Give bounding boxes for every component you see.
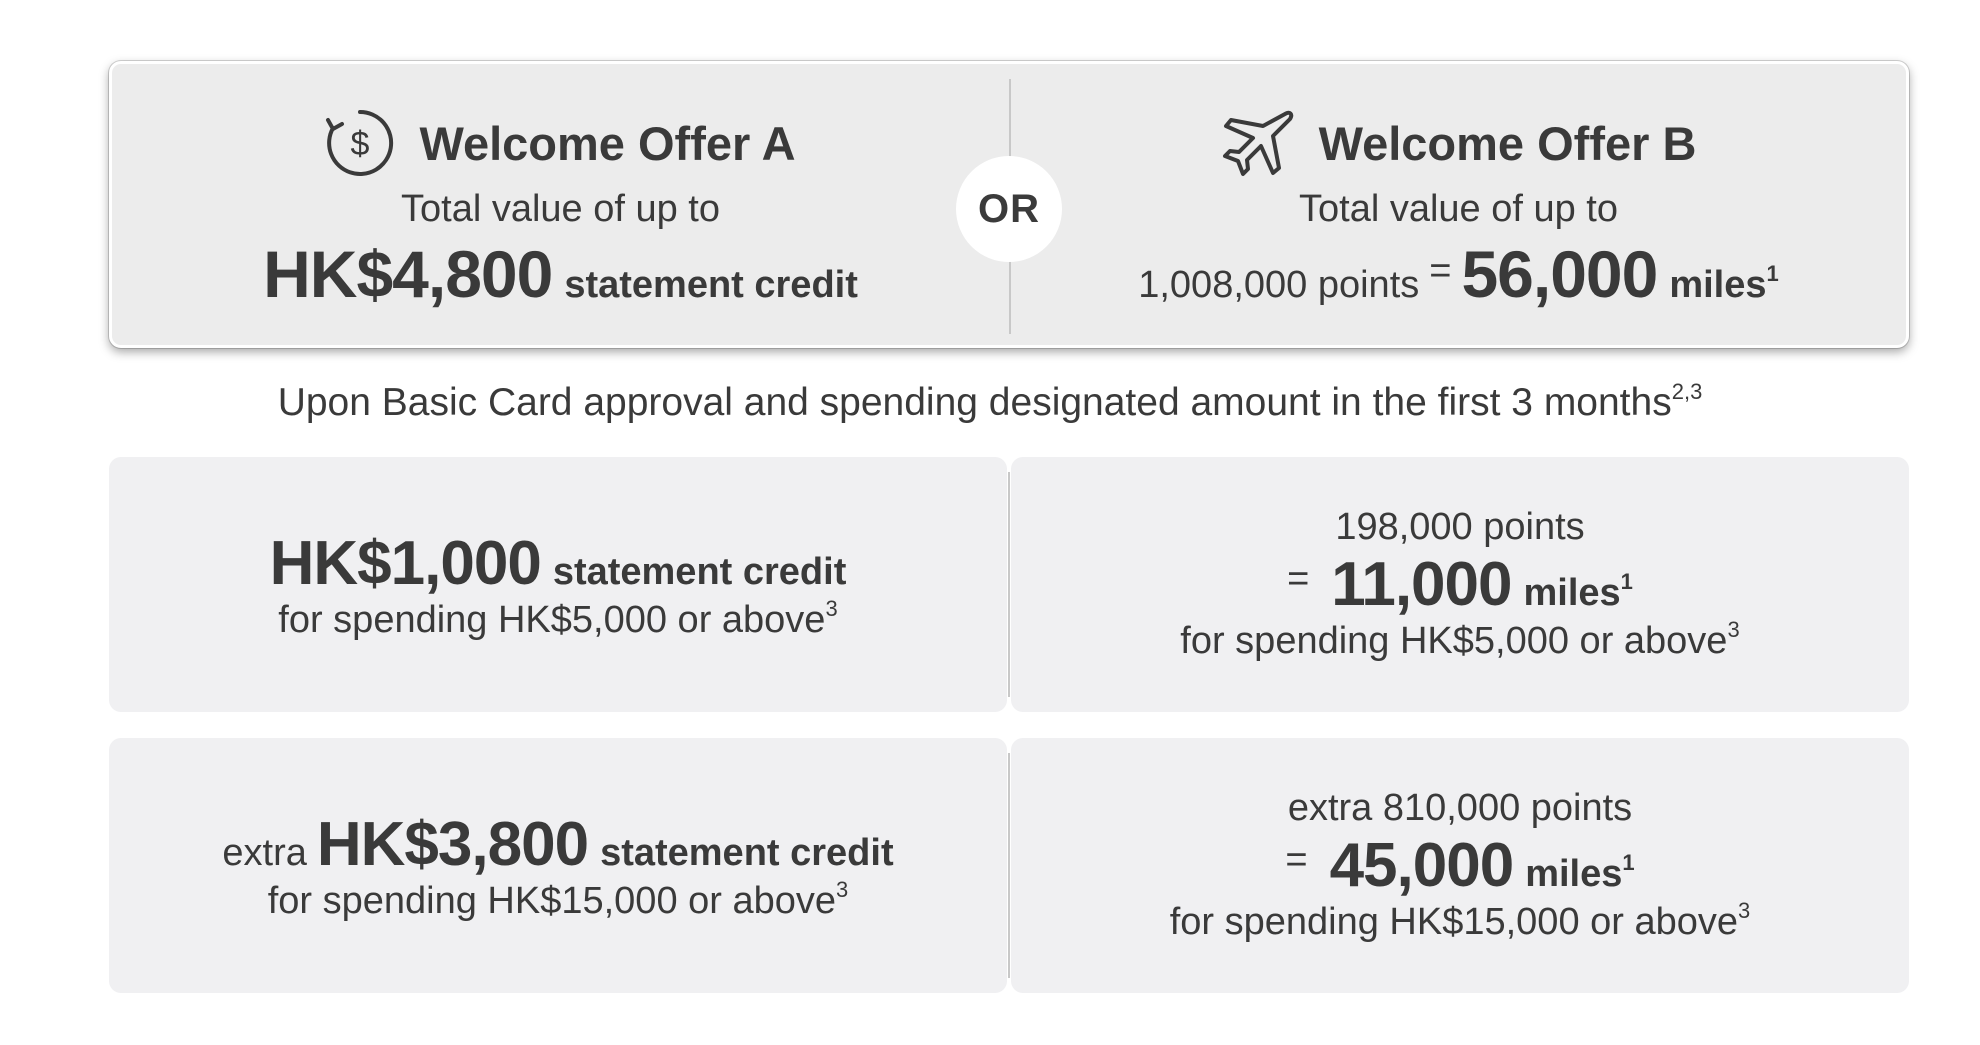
offer-a-subtitle: Total value of up to — [401, 188, 720, 230]
tier-1-b-condition — [1180, 617, 1740, 663]
tier-2-a-amount: HK$3,800 — [316, 809, 589, 879]
airplane-icon — [1221, 108, 1295, 178]
offer-a-title-row — [112, 108, 1009, 178]
tier-1-b-amount: 11,000 — [1331, 550, 1512, 619]
offer-a-value — [112, 236, 1009, 312]
offer-comparison-card — [109, 61, 1909, 348]
tier-2-b-unit — [1525, 850, 1635, 896]
tier-1-a-amount: HK$1,000 — [269, 528, 541, 598]
tier-2-b-value — [1285, 830, 1634, 901]
tier-2-a-value — [222, 809, 893, 880]
offer-b-panel — [1011, 64, 1906, 345]
tier-1-a-unit: statement credit — [552, 550, 847, 593]
tier-2-b-unit-footnote: 1 — [1622, 850, 1635, 876]
tier-1-b-unit-footnote: 1 — [1620, 569, 1633, 595]
tier-2-b-equals: = — [1285, 839, 1308, 881]
offer-b-amount: 56,000 — [1461, 237, 1658, 311]
tier-2-b-points: extra 810,000 points — [1287, 787, 1633, 829]
tier-1-a-condition-text: for spending HK$5,000 or above — [278, 598, 826, 641]
tier-2-offer-b — [1011, 738, 1909, 993]
tier-2-b-amount: 45,000 — [1329, 831, 1514, 900]
dollar-cycle-icon — [325, 108, 395, 178]
offer-b-title-row — [1011, 108, 1906, 178]
offer-b-unit-text: miles — [1669, 264, 1767, 306]
offer-b-value — [1011, 236, 1906, 312]
tier-1-offer-b — [1011, 457, 1909, 712]
offer-condition-caption — [0, 381, 1980, 425]
tier-2-b-unit-text: miles — [1525, 853, 1623, 895]
tier-2-a-condition-text: for spending HK$15,000 or above — [267, 879, 837, 922]
tier-2-b-condition-text: for spending HK$15,000 or above — [1169, 901, 1739, 943]
tier-1-a-condition — [278, 595, 838, 642]
tier-1-b-unit-text: miles — [1523, 572, 1621, 614]
offer-a-panel — [112, 64, 1009, 345]
tier-1-b-unit — [1523, 569, 1633, 615]
offer-b-unit-footnote: 1 — [1766, 261, 1779, 287]
offer-b-subtitle: Total value of up to — [1299, 188, 1618, 230]
tier-2-b-condition — [1169, 898, 1751, 944]
offer-a-amount: HK$4,800 — [263, 237, 553, 311]
tier-2-b-condition-footnote: 3 — [1738, 898, 1751, 924]
offer-a-unit: statement credit — [564, 264, 858, 306]
tier-2-a-unit: statement credit — [600, 831, 894, 874]
tier-1-b-condition-text: for spending HK$5,000 or above — [1180, 620, 1728, 662]
tier-2-a-condition-footnote: 3 — [836, 876, 849, 902]
caption-text: Upon Basic Card approval and spending designated amount in the first 3 months — [277, 381, 1672, 424]
tier-2-a-condition — [267, 876, 849, 923]
tier-2-offer-a — [109, 738, 1007, 993]
offer-b-equals: = — [1429, 250, 1452, 292]
offer-b-title: Welcome Offer B — [1318, 116, 1697, 170]
tier-1-a-value — [270, 528, 847, 599]
offer-b-points: 1,008,000 points — [1138, 264, 1420, 306]
offer-b-unit — [1669, 261, 1779, 307]
tier-row-2 — [109, 738, 1909, 993]
tier-1-b-condition-footnote: 3 — [1727, 617, 1740, 643]
tier-1-b-points: 198,000 points — [1335, 506, 1585, 548]
tier-row-1 — [109, 457, 1909, 712]
or-badge: OR — [956, 156, 1062, 262]
caption-footnote: 2,3 — [1671, 379, 1703, 404]
tier-1-a-condition-footnote: 3 — [825, 595, 838, 621]
tier-1-b-value — [1287, 549, 1633, 620]
svg-text:$: $ — [350, 125, 370, 163]
tier-1-offer-a — [109, 457, 1007, 712]
tier-1-b-equals: = — [1287, 558, 1310, 600]
tier-2-a-prefix: extra — [222, 831, 307, 874]
offer-a-title: Welcome Offer A — [419, 116, 796, 170]
